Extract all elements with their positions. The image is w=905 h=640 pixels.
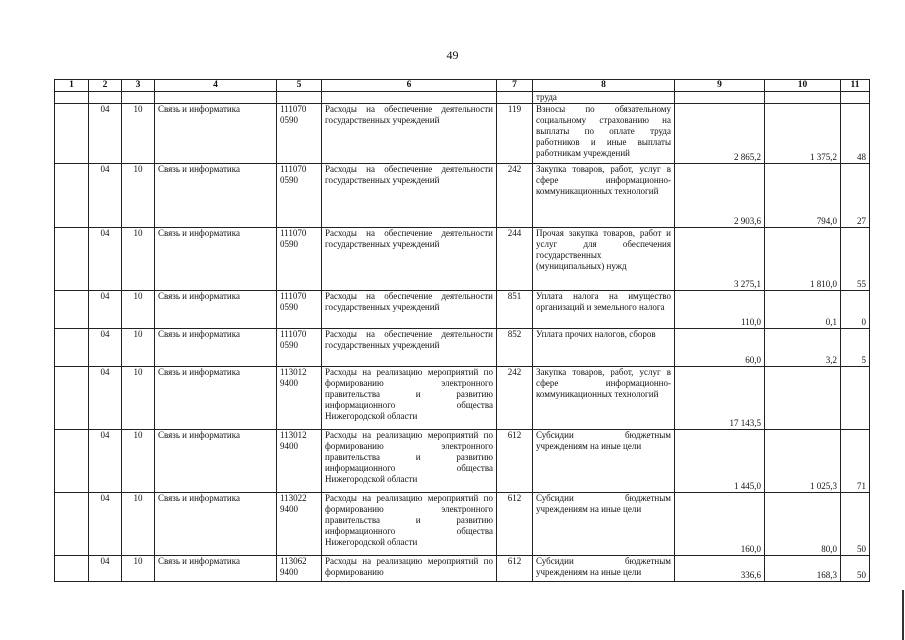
empty-cell (155, 92, 277, 104)
cell-col-5: 113022 9400 (277, 493, 322, 556)
cell-col-7: 119 (497, 104, 533, 164)
cell-col-10: 3,2 (765, 329, 841, 367)
cell-col-9: 2 903,6 (675, 164, 765, 228)
cell-col-5: 113012 9400 (277, 367, 322, 430)
column-header-11: 11 (841, 80, 870, 92)
cell-col-3: 10 (122, 329, 155, 367)
empty-cell (277, 92, 322, 104)
table-row (55, 493, 870, 556)
cell-col-2: 04 (89, 367, 122, 430)
cell-col-6: Расходы на обеспечение деятельности государственных учреждений (322, 164, 497, 228)
empty-cell (675, 92, 765, 104)
cell-col-3: 10 (122, 104, 155, 164)
cell-col-5: 111070 0590 (277, 104, 322, 164)
cell-col-4: Связь и информатика (155, 164, 277, 228)
table-row (55, 104, 870, 164)
cell-col-3: 10 (122, 164, 155, 228)
empty-cell (55, 329, 89, 367)
cell-col-11: 50 (841, 556, 870, 582)
cell-col-11: 50 (841, 493, 870, 556)
cell-col-10: 80,0 (765, 493, 841, 556)
empty-cell (322, 92, 497, 104)
cell-col-6: Расходы на реализацию мероприятий по формированию (322, 556, 497, 582)
cell-col-7: 242 (497, 367, 533, 430)
cell-col-3: 10 (122, 367, 155, 430)
cell-col-7: 242 (497, 164, 533, 228)
cell-col-6: Расходы на обеспечение деятельности государственных учреждений (322, 104, 497, 164)
cell-col-4: Связь и информатика (155, 493, 277, 556)
empty-cell (55, 164, 89, 228)
column-header-5: 5 (277, 80, 322, 92)
cell-col-4: Связь и информатика (155, 291, 277, 329)
column-header-6: 6 (322, 80, 497, 92)
cell-col-5: 113062 9400 (277, 556, 322, 582)
cell-col-8: Взносы по обязательному социальному страхованию на выплаты по оплате труда работников и иные выплаты работникам учреждений (533, 104, 675, 164)
cell-col-6: Расходы на обеспечение деятельности государственных учреждений (322, 228, 497, 291)
cell-col-9: 60,0 (675, 329, 765, 367)
empty-cell (55, 104, 89, 164)
cell-col-3: 10 (122, 430, 155, 493)
cell-col-5: 111070 0590 (277, 329, 322, 367)
cell-col-2: 04 (89, 291, 122, 329)
table-row (55, 430, 870, 493)
cell-col-11: 48 (841, 104, 870, 164)
cell-col-3: 10 (122, 228, 155, 291)
column-header-2: 2 (89, 80, 122, 92)
cell-col-7: 612 (497, 556, 533, 582)
cell-col-6: Расходы на реализацию мероприятий по формированию электронного правительства и развитию информационного общества Нижегородской области (322, 367, 497, 430)
cell-col-11: 27 (841, 164, 870, 228)
continuation-row (55, 92, 870, 104)
cell-col-4: Связь и информатика (155, 556, 277, 582)
table-row (55, 164, 870, 228)
empty-cell (122, 92, 155, 104)
header-row (55, 80, 870, 92)
budget-table (54, 79, 870, 582)
cell-col-4: Связь и информатика (155, 228, 277, 291)
empty-cell (55, 291, 89, 329)
cell-col-3: 10 (122, 493, 155, 556)
cell-col-2: 04 (89, 104, 122, 164)
cell-col-2: 04 (89, 493, 122, 556)
cell-col-10 (765, 367, 841, 430)
table-row (55, 228, 870, 291)
cell-col-6: Расходы на обеспечение деятельности государственных учреждений (322, 329, 497, 367)
table-row (55, 367, 870, 430)
empty-cell (55, 228, 89, 291)
cell-col-11: 71 (841, 430, 870, 493)
column-header-9: 9 (675, 80, 765, 92)
cell-col-7: 852 (497, 329, 533, 367)
cell-col-10: 0,1 (765, 291, 841, 329)
cell-col-11 (841, 367, 870, 430)
empty-cell (55, 92, 89, 104)
cell-col-5: 111070 0590 (277, 291, 322, 329)
cell-col-8: Уплата прочих налогов, сборов (533, 329, 675, 367)
empty-cell (497, 92, 533, 104)
empty-cell (55, 367, 89, 430)
cell-col-3: 10 (122, 291, 155, 329)
cell-col-2: 04 (89, 228, 122, 291)
page-number: 49 (446, 48, 459, 62)
table-row (55, 291, 870, 329)
empty-cell (55, 556, 89, 582)
cell-col-8: Закупка товаров, работ, услуг в сфере информационно-коммуникационных технологий (533, 367, 675, 430)
empty-cell (55, 493, 89, 556)
column-header-1: 1 (55, 80, 89, 92)
empty-cell (55, 430, 89, 493)
cell-col-9: 160,0 (675, 493, 765, 556)
cell-col-7: 851 (497, 291, 533, 329)
cell-col-8: Субсидии бюджетным учреждениям на иные цели (533, 430, 675, 493)
continuation-text: труда (533, 92, 675, 104)
cell-col-10: 1 025,3 (765, 430, 841, 493)
table-row (55, 556, 870, 582)
cell-col-6: Расходы на обеспечение деятельности государственных учреждений (322, 291, 497, 329)
empty-cell (841, 92, 870, 104)
empty-cell (765, 92, 841, 104)
cell-col-9: 110,0 (675, 291, 765, 329)
cell-col-9: 336,6 (675, 556, 765, 582)
cell-col-10: 1 810,0 (765, 228, 841, 291)
cell-col-8: Прочая закупка товаров, работ и услуг для обеспечения государственных (муниципальных) нужд (533, 228, 675, 291)
cell-col-11: 0 (841, 291, 870, 329)
column-header-10: 10 (765, 80, 841, 92)
cell-col-10: 794,0 (765, 164, 841, 228)
cell-col-8: Закупка товаров, работ, услуг в сфере информационно-коммуникационных технологий (533, 164, 675, 228)
cell-col-10: 1 375,2 (765, 104, 841, 164)
cell-col-5: 113012 9400 (277, 430, 322, 493)
cell-col-2: 04 (89, 164, 122, 228)
cell-col-9: 1 445,0 (675, 430, 765, 493)
cell-col-10: 168,3 (765, 556, 841, 582)
table-body (55, 92, 870, 582)
table-row (55, 329, 870, 367)
cell-col-7: 244 (497, 228, 533, 291)
column-header-3: 3 (122, 80, 155, 92)
cell-col-11: 5 (841, 329, 870, 367)
cell-col-9: 2 865,2 (675, 104, 765, 164)
cell-col-4: Связь и информатика (155, 430, 277, 493)
cell-col-7: 612 (497, 430, 533, 493)
cell-col-2: 04 (89, 430, 122, 493)
cell-col-5: 111070 0590 (277, 228, 322, 291)
cell-col-6: Расходы на реализацию мероприятий по формированию электронного правительства и развитию информационного общества Нижегородской области (322, 493, 497, 556)
cell-col-7: 612 (497, 493, 533, 556)
cell-col-11: 55 (841, 228, 870, 291)
cell-col-6: Расходы на реализацию мероприятий по формированию электронного правительства и развитию информационного общества Нижегородской области (322, 430, 497, 493)
page-edge-mark (902, 590, 904, 640)
cell-col-8: Уплата налога на имущество организаций и земельного налога (533, 291, 675, 329)
column-header-8: 8 (533, 80, 675, 92)
cell-col-4: Связь и информатика (155, 329, 277, 367)
cell-col-9: 3 275,1 (675, 228, 765, 291)
cell-col-9: 17 143,5 (675, 367, 765, 430)
cell-col-4: Связь и информатика (155, 367, 277, 430)
cell-col-2: 04 (89, 329, 122, 367)
column-header-4: 4 (155, 80, 277, 92)
cell-col-2: 04 (89, 556, 122, 582)
cell-col-8: Субсидии бюджетным учреждениям на иные цели (533, 493, 675, 556)
cell-col-3: 10 (122, 556, 155, 582)
cell-col-8: Субсидии бюджетным учреждениям на иные цели (533, 556, 675, 582)
cell-col-4: Связь и информатика (155, 104, 277, 164)
column-header-7: 7 (497, 80, 533, 92)
empty-cell (89, 92, 122, 104)
cell-col-5: 111070 0590 (277, 164, 322, 228)
